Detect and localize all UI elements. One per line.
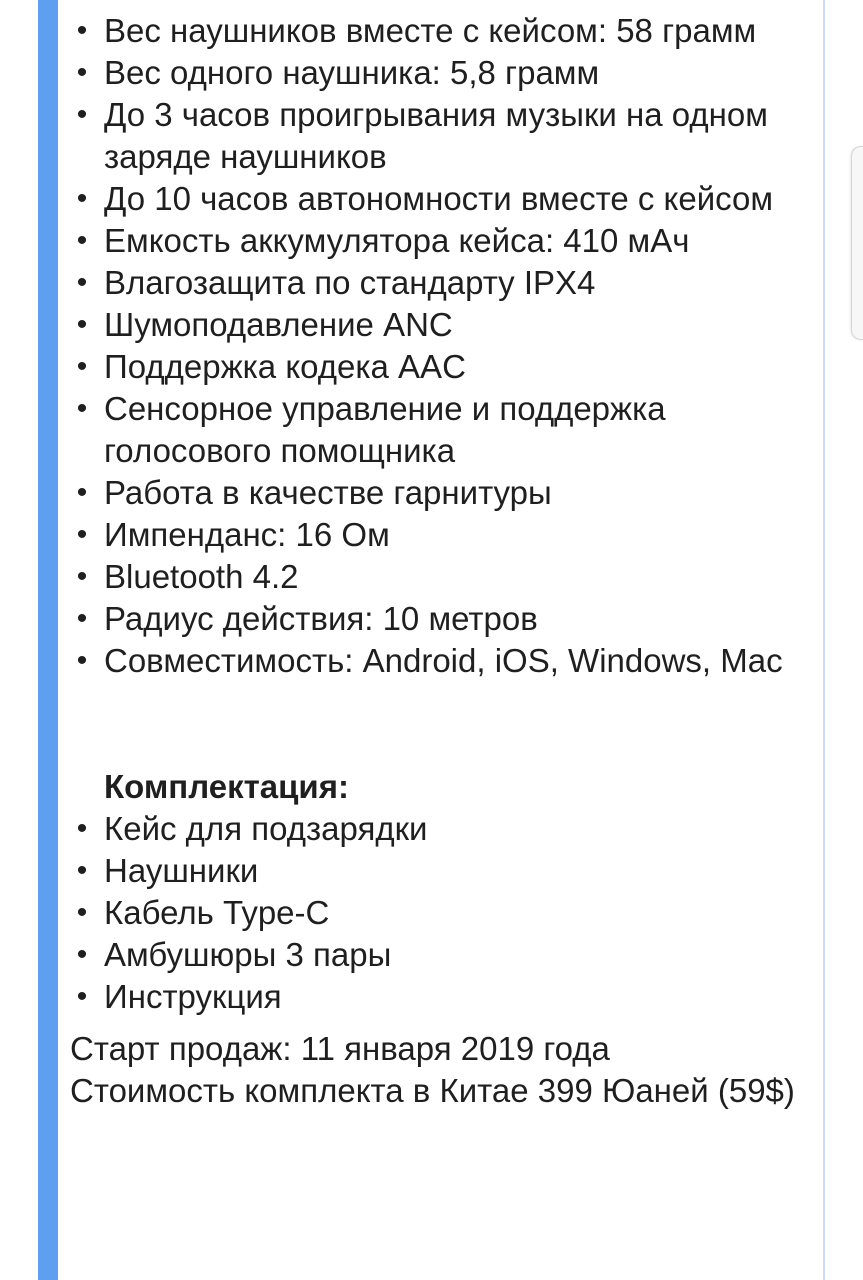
content-border	[823, 0, 825, 1280]
bullet-icon: •	[76, 938, 88, 971]
list-item: • Шумоподавление ANC	[70, 304, 815, 346]
package-list	[70, 808, 815, 1018]
bullet-icon: •	[76, 980, 88, 1013]
list-item: • Вес наушников вместе с кейсом: 58 грамм	[70, 10, 815, 52]
bullet-icon: •	[76, 308, 88, 341]
list-item: • До 3 часов проигрывания музыки на одном заряде наушников	[70, 94, 815, 178]
sale-start-text: Старт продаж: 11 января 2019 года	[70, 1030, 610, 1067]
list-item: • Вес одного наушника: 5,8 грамм	[70, 52, 815, 94]
bullet-icon: •	[76, 266, 88, 299]
bullet-icon: •	[76, 350, 88, 383]
bullet-icon: •	[76, 812, 88, 845]
bullet-icon: •	[76, 854, 88, 887]
sale-info	[70, 1028, 815, 1112]
list-item: • Емкость аккумулятора кейса: 410 мАч	[70, 220, 815, 262]
post-content	[70, 10, 815, 1112]
bullet-icon: •	[76, 602, 88, 635]
list-item: • Bluetooth 4.2	[70, 556, 815, 598]
price-text: Стоимость комплекта в Китае 399 Юаней (59$)	[70, 1072, 795, 1109]
list-item: • Кейс для подзарядки	[70, 808, 815, 850]
package-heading: Комплектация:	[104, 768, 349, 805]
list-item: • Работа в качестве гарнитуры	[70, 472, 815, 514]
bullet-icon: •	[76, 182, 88, 215]
spacer	[70, 682, 815, 766]
bullet-icon: •	[76, 14, 88, 47]
list-item: • Кабель Type-C	[70, 892, 815, 934]
bullet-icon: •	[76, 224, 88, 257]
scrollbar-handle[interactable]	[851, 146, 863, 340]
bullet-icon: •	[76, 476, 88, 509]
list-item: • Поддержка кодека AAC	[70, 346, 815, 388]
list-item: • Наушники	[70, 850, 815, 892]
bullet-icon: •	[76, 56, 88, 89]
list-item: • До 10 часов автономности вместе с кейсом	[70, 178, 815, 220]
list-item: • Импенданс: 16 Ом	[70, 514, 815, 556]
list-item: • Совместимость: Android, iOS, Windows, Mac	[70, 640, 815, 682]
list-item: • Амбушюры 3 пары	[70, 934, 815, 976]
bullet-icon: •	[76, 644, 88, 677]
bullet-icon: •	[76, 392, 88, 425]
bullet-icon: •	[76, 518, 88, 551]
bullet-icon: •	[76, 896, 88, 929]
bullet-icon: •	[76, 560, 88, 593]
spec-list	[70, 10, 815, 682]
bullet-icon: •	[76, 98, 88, 131]
quote-accent-bar	[38, 0, 58, 1280]
list-item: • Сенсорное управление и поддержка голосового помощника	[70, 388, 815, 472]
list-item: • Радиус действия: 10 метров	[70, 598, 815, 640]
list-item: • Влагозащита по стандарту IPX4	[70, 262, 815, 304]
list-item: • Инструкция	[70, 976, 815, 1018]
